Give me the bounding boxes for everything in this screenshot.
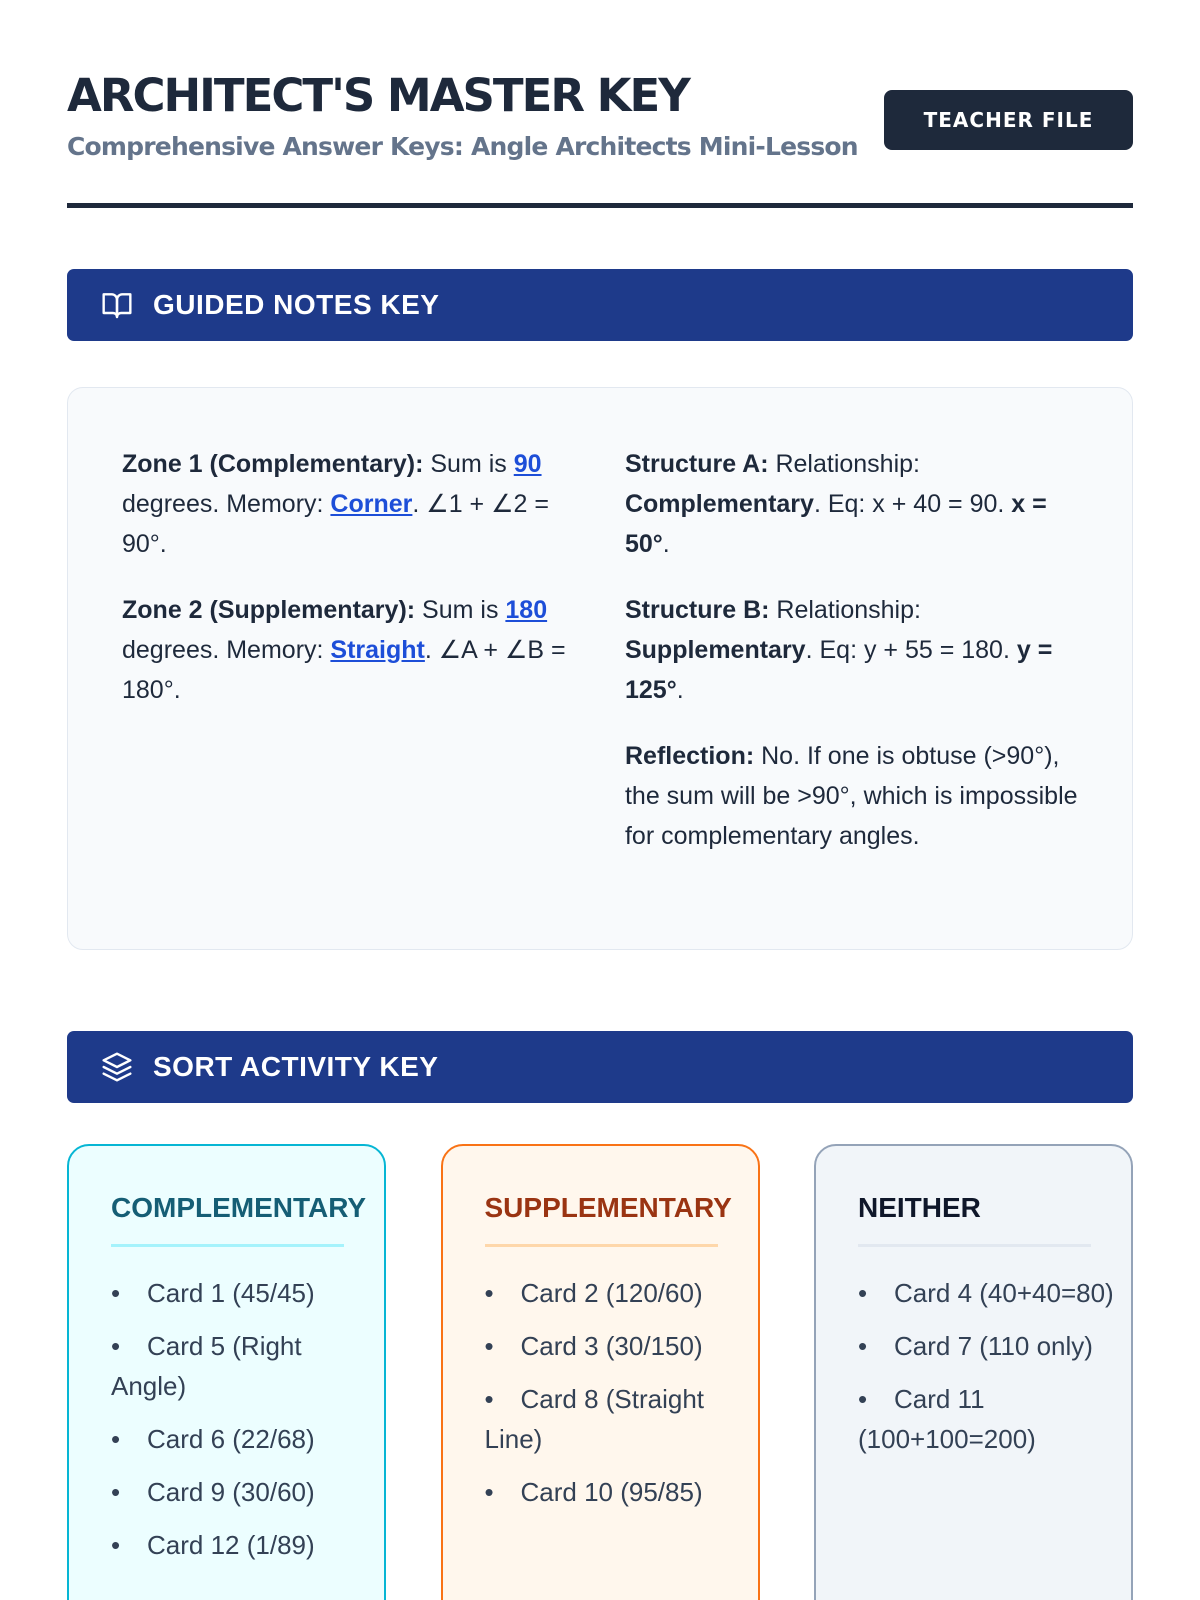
complementary-heading: COMPLEMENTARY xyxy=(111,1192,344,1247)
zone2-sum-answer: 180 xyxy=(505,596,548,624)
supplementary-column xyxy=(441,1144,760,1600)
list-item: • Card 8 (Straight Line) xyxy=(484,1384,705,1454)
sort-activity-section-bar xyxy=(67,1031,1133,1103)
list-item: • Card 3 (30/150) xyxy=(484,1331,703,1361)
list-item: • Card 5 (Right Angle) xyxy=(111,1331,302,1401)
zone1-sum-answer: 90 xyxy=(513,450,542,478)
supplementary-list xyxy=(485,1273,742,1512)
page-header xyxy=(67,0,1133,208)
list-item: • Card 1 (45/45) xyxy=(111,1278,315,1308)
reflection-note: Reflection: No. If one is obtuse (>90°), the sum will be >90°, which is impossible for complementary angles. xyxy=(624,742,1078,850)
complementary-column xyxy=(67,1144,386,1600)
layers-icon xyxy=(101,1051,133,1083)
zone2-memory-answer: Straight xyxy=(330,636,425,664)
list-item: • Card 11 (100+100=200) xyxy=(858,1384,1036,1454)
teacher-file-badge: TEACHER FILE xyxy=(884,90,1133,150)
page-subtitle: Comprehensive Answer Keys: Angle Architects Mini-Lesson xyxy=(67,132,858,161)
zone1-note: Zone 1 (Complementary): Sum is 90 degrees. Memory: Corner. ∠1 + ∠2 = 90°. xyxy=(122,450,549,558)
neither-column xyxy=(814,1144,1133,1600)
open-book-icon xyxy=(101,289,133,321)
supplementary-heading: SUPPLEMENTARY xyxy=(485,1192,718,1247)
zone1-memory-answer: Corner xyxy=(330,490,413,518)
list-item: • Card 2 (120/60) xyxy=(484,1278,703,1308)
guided-notes-section-title: GUIDED NOTES KEY xyxy=(153,289,440,320)
list-item: • Card 6 (22/68) xyxy=(111,1424,315,1454)
notes-left-column xyxy=(122,444,580,949)
structure-a-note: Structure A: Relationship: Complementary. Eq: x + 40 = 90. x = 50°. xyxy=(624,450,1047,558)
sort-activity-section-title: SORT ACTIVITY KEY xyxy=(153,1051,439,1082)
list-item: • Card 12 (1/89) xyxy=(111,1530,315,1560)
list-item: • Card 7 (110 only) xyxy=(858,1331,1093,1361)
structure-b-note: Structure B: Relationship: Supplementary. Eq: y + 55 = 180. y = 125°. xyxy=(624,596,1053,704)
neither-heading: NEITHER xyxy=(858,1192,1091,1247)
list-item: • Card 10 (95/85) xyxy=(484,1477,703,1507)
list-item: • Card 9 (30/60) xyxy=(111,1477,315,1507)
zone2-note: Zone 2 (Supplementary): Sum is 180 degrees. Memory: Straight. ∠A + ∠B = 180°. xyxy=(122,596,566,704)
guided-notes-card xyxy=(67,387,1133,950)
list-item: • Card 4 (40+40=80) xyxy=(858,1278,1114,1308)
sort-columns xyxy=(67,1144,1133,1600)
notes-right-column xyxy=(625,444,1078,949)
page-title: ARCHITECT'S MASTER KEY xyxy=(67,69,689,122)
neither-list xyxy=(858,1273,1115,1459)
complementary-list xyxy=(111,1273,368,1565)
guided-notes-section-bar xyxy=(67,269,1133,341)
